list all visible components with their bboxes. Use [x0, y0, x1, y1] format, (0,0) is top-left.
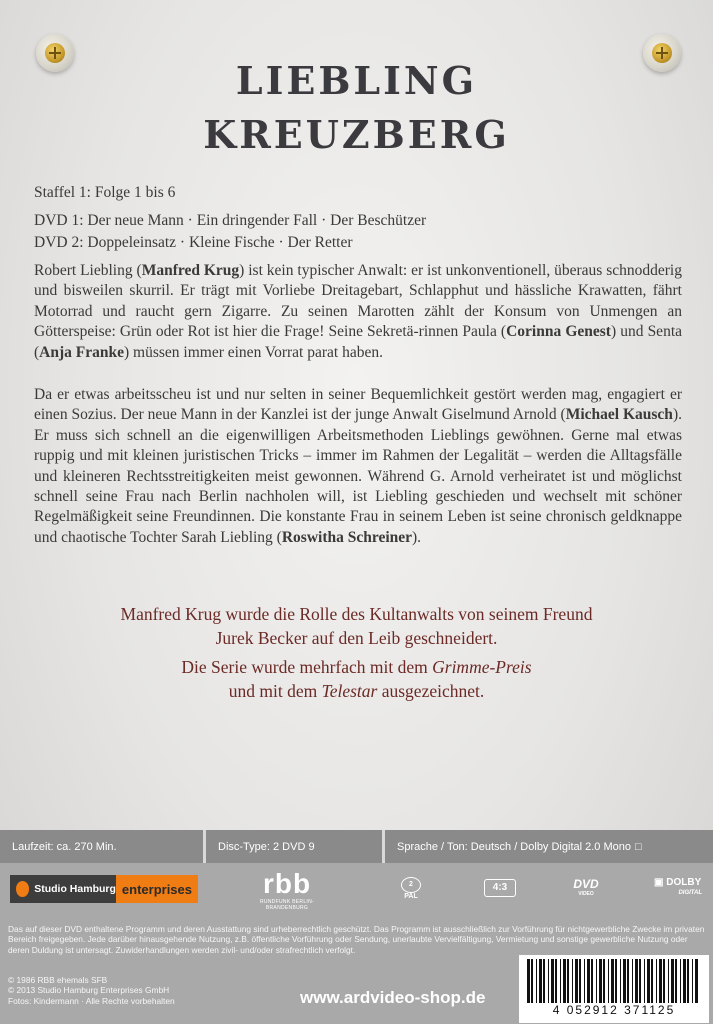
- title-line-2: KREUZBERG: [203, 112, 510, 157]
- paragraph-text: ). Er muss sich schnell an die eigenwilligen Arbeitsmethoden Lieblings gewöhnen. Gerne mal etwas ruppig und mit kleinen juristischen Tricks – immer im Rahmen der Legalität – werden die Alltagsfälle und kleineren Rechtsstreitigkeiten meist gewonnen. Während G. Arnold verheiratet ist und möglichst schnell seine Frau nach Berlin nachholen will, ist Liebling geschieden und wechselt mit schöner Regelmäßigkeit seine Freundinnen. Die konstante Frau in seinem Leben ist seine chronisch geldknappe und chaotische Tochter Sarah Liebling (: [34, 406, 682, 546]
- aspect-ratio-badge: 4:3: [484, 879, 516, 897]
- language-info: [385, 830, 713, 863]
- studio-hamburg-dot-icon: [16, 881, 29, 897]
- title-line-1: LIEBLING: [235, 58, 478, 103]
- dolby-label: DOLBY: [666, 877, 702, 888]
- region-pal-badge: [398, 877, 424, 900]
- episode-list: [34, 182, 682, 254]
- website-link[interactable]: www.ardvideo-shop.de: [300, 988, 486, 1007]
- pal-label: PAL: [404, 893, 418, 900]
- grimme-preis: Grimme-Preis: [432, 657, 532, 677]
- paragraph-text: ).: [412, 528, 422, 546]
- awards-text-b: und mit dem: [228, 681, 322, 701]
- quote-krug-line-1: Manfred Krug wurde die Rolle des Kultanwalts von seinem Freund: [120, 604, 593, 624]
- logo-row: [0, 863, 713, 915]
- rbb-logo: [246, 869, 328, 911]
- paragraph-text: Da er etwas arbeitsscheu ist und nur selten in seiner Bequemlichkeit gestört werden mag, engagiert er einen Sozius. Der neue Mann in der Kanzlei ist der junge Anwalt Giselmund Arnold (: [34, 386, 682, 424]
- dvd1-episodes: DVD 1: Der neue Mann · Ein dringender Fall · Der Beschützer: [34, 212, 427, 229]
- disc-type-info: Disc-Type: 2 DVD 9: [206, 830, 385, 863]
- dvd2-episodes: DVD 2: Doppeleinsatz · Kleine Fische · Der Retter: [34, 234, 353, 251]
- copyright-line-2: © 2013 Studio Hamburg Enterprises GmbH: [8, 985, 170, 996]
- dolby-sub-label: DIGITAL: [678, 890, 702, 896]
- actor-name: Manfred Krug: [141, 262, 240, 279]
- copyright-line-3: Fotos: Kindermann · Alle Rechte vorbehalten: [8, 995, 175, 1006]
- paragraph-text: ) ist kein typischer Anwalt: er ist unkonventionell, überaus schnodderig und bisweilen skurril. Er trägt mit Vorliebe Dreitagebart, Schlapphut und hässliche Krawatten, fährt Motorrad und raucht gern Zigarre. Zu seinen Marotten zählt der Konsum von Unmengen an Götterspeise: Grün oder Rot ist hier die Frage! Seine Sekretä-rinnen Paula (: [34, 262, 682, 341]
- studio-hamburg-logo: [10, 875, 198, 903]
- dvd-label: DVD: [573, 877, 599, 891]
- legal-notice: Das auf dieser DVD enthaltene Programm und deren Ausstattung sind urheberrechtlich geschützt. Das Programm ist ausschließlich zur Vorführung für nichtgewerbliche Zwecke im privaten Bereich freigegeben. Jede darüber hinausgehende Nutzung, z.B. öffentliche Vorführung oder Sendung, unerlaubte Vervielfältigung, Vermietung und sonstige gewerbliche Nutzung oder deren Duldung ist untersagt. Zuwiderhandlungen werden zivil- und/oder strafrechtlich verfolgt.: [8, 924, 705, 955]
- description-paragraph-1: [34, 261, 682, 363]
- dolby-digital-logo: [654, 877, 706, 899]
- quote-awards: [0, 655, 713, 703]
- quote-krug: [0, 602, 713, 650]
- actor-name: Michael Kausch: [565, 406, 673, 424]
- telestar: Telestar: [321, 681, 378, 701]
- studio-enterprises-label: enterprises: [116, 875, 198, 903]
- bottom-panel: [0, 863, 713, 1024]
- runtime-info: Laufzeit: ca. 270 Min.: [0, 830, 206, 863]
- language-text: Sprache / Ton: Deutsch / Dolby Digital 2.0 Mono: [397, 840, 631, 853]
- dvd-video-logo: [570, 877, 602, 897]
- actor-name: Anja Franke: [39, 343, 124, 361]
- rbb-wordmark: rbb: [262, 868, 312, 899]
- tech-info-bar: [0, 830, 713, 863]
- subtitle-icon: □: [634, 840, 642, 853]
- region-code: 2: [401, 877, 421, 893]
- copyright-block: [8, 975, 175, 1006]
- season-label: Staffel 1: Folge 1 bis 6: [34, 184, 176, 201]
- barcode-bars-icon: [527, 959, 701, 1003]
- actor-name: Corinna Genest: [506, 323, 611, 341]
- paragraph-text: Robert Liebling (: [34, 262, 142, 279]
- copyright-line-1: © 1986 RBB ehemals SFB: [8, 975, 108, 985]
- quote-krug-line-2: Jurek Becker auf den Leib geschneidert.: [215, 628, 498, 648]
- paragraph-text: ) und Senta (: [34, 323, 683, 361]
- barcode-digits: 4 052912 371125: [552, 1003, 676, 1017]
- awards-text-c: ausgezeichnet.: [377, 681, 485, 701]
- studio-hamburg-name: Studio Hamburg: [34, 883, 116, 895]
- barcode: [519, 955, 709, 1023]
- description-paragraph-2: [34, 385, 682, 548]
- rbb-subtitle: RUNDFUNK BERLIN-BRANDENBURG: [260, 899, 314, 911]
- dolby-double-d-icon: ▣: [654, 877, 667, 888]
- dvd-sub-label: VIDEO: [578, 891, 594, 897]
- awards-text-a: Die Serie wurde mehrfach mit dem: [181, 657, 433, 677]
- actor-name: Roswitha Schreiner: [281, 528, 413, 546]
- paragraph-text: ) müssen immer einen Vorrat parat haben.: [124, 343, 383, 361]
